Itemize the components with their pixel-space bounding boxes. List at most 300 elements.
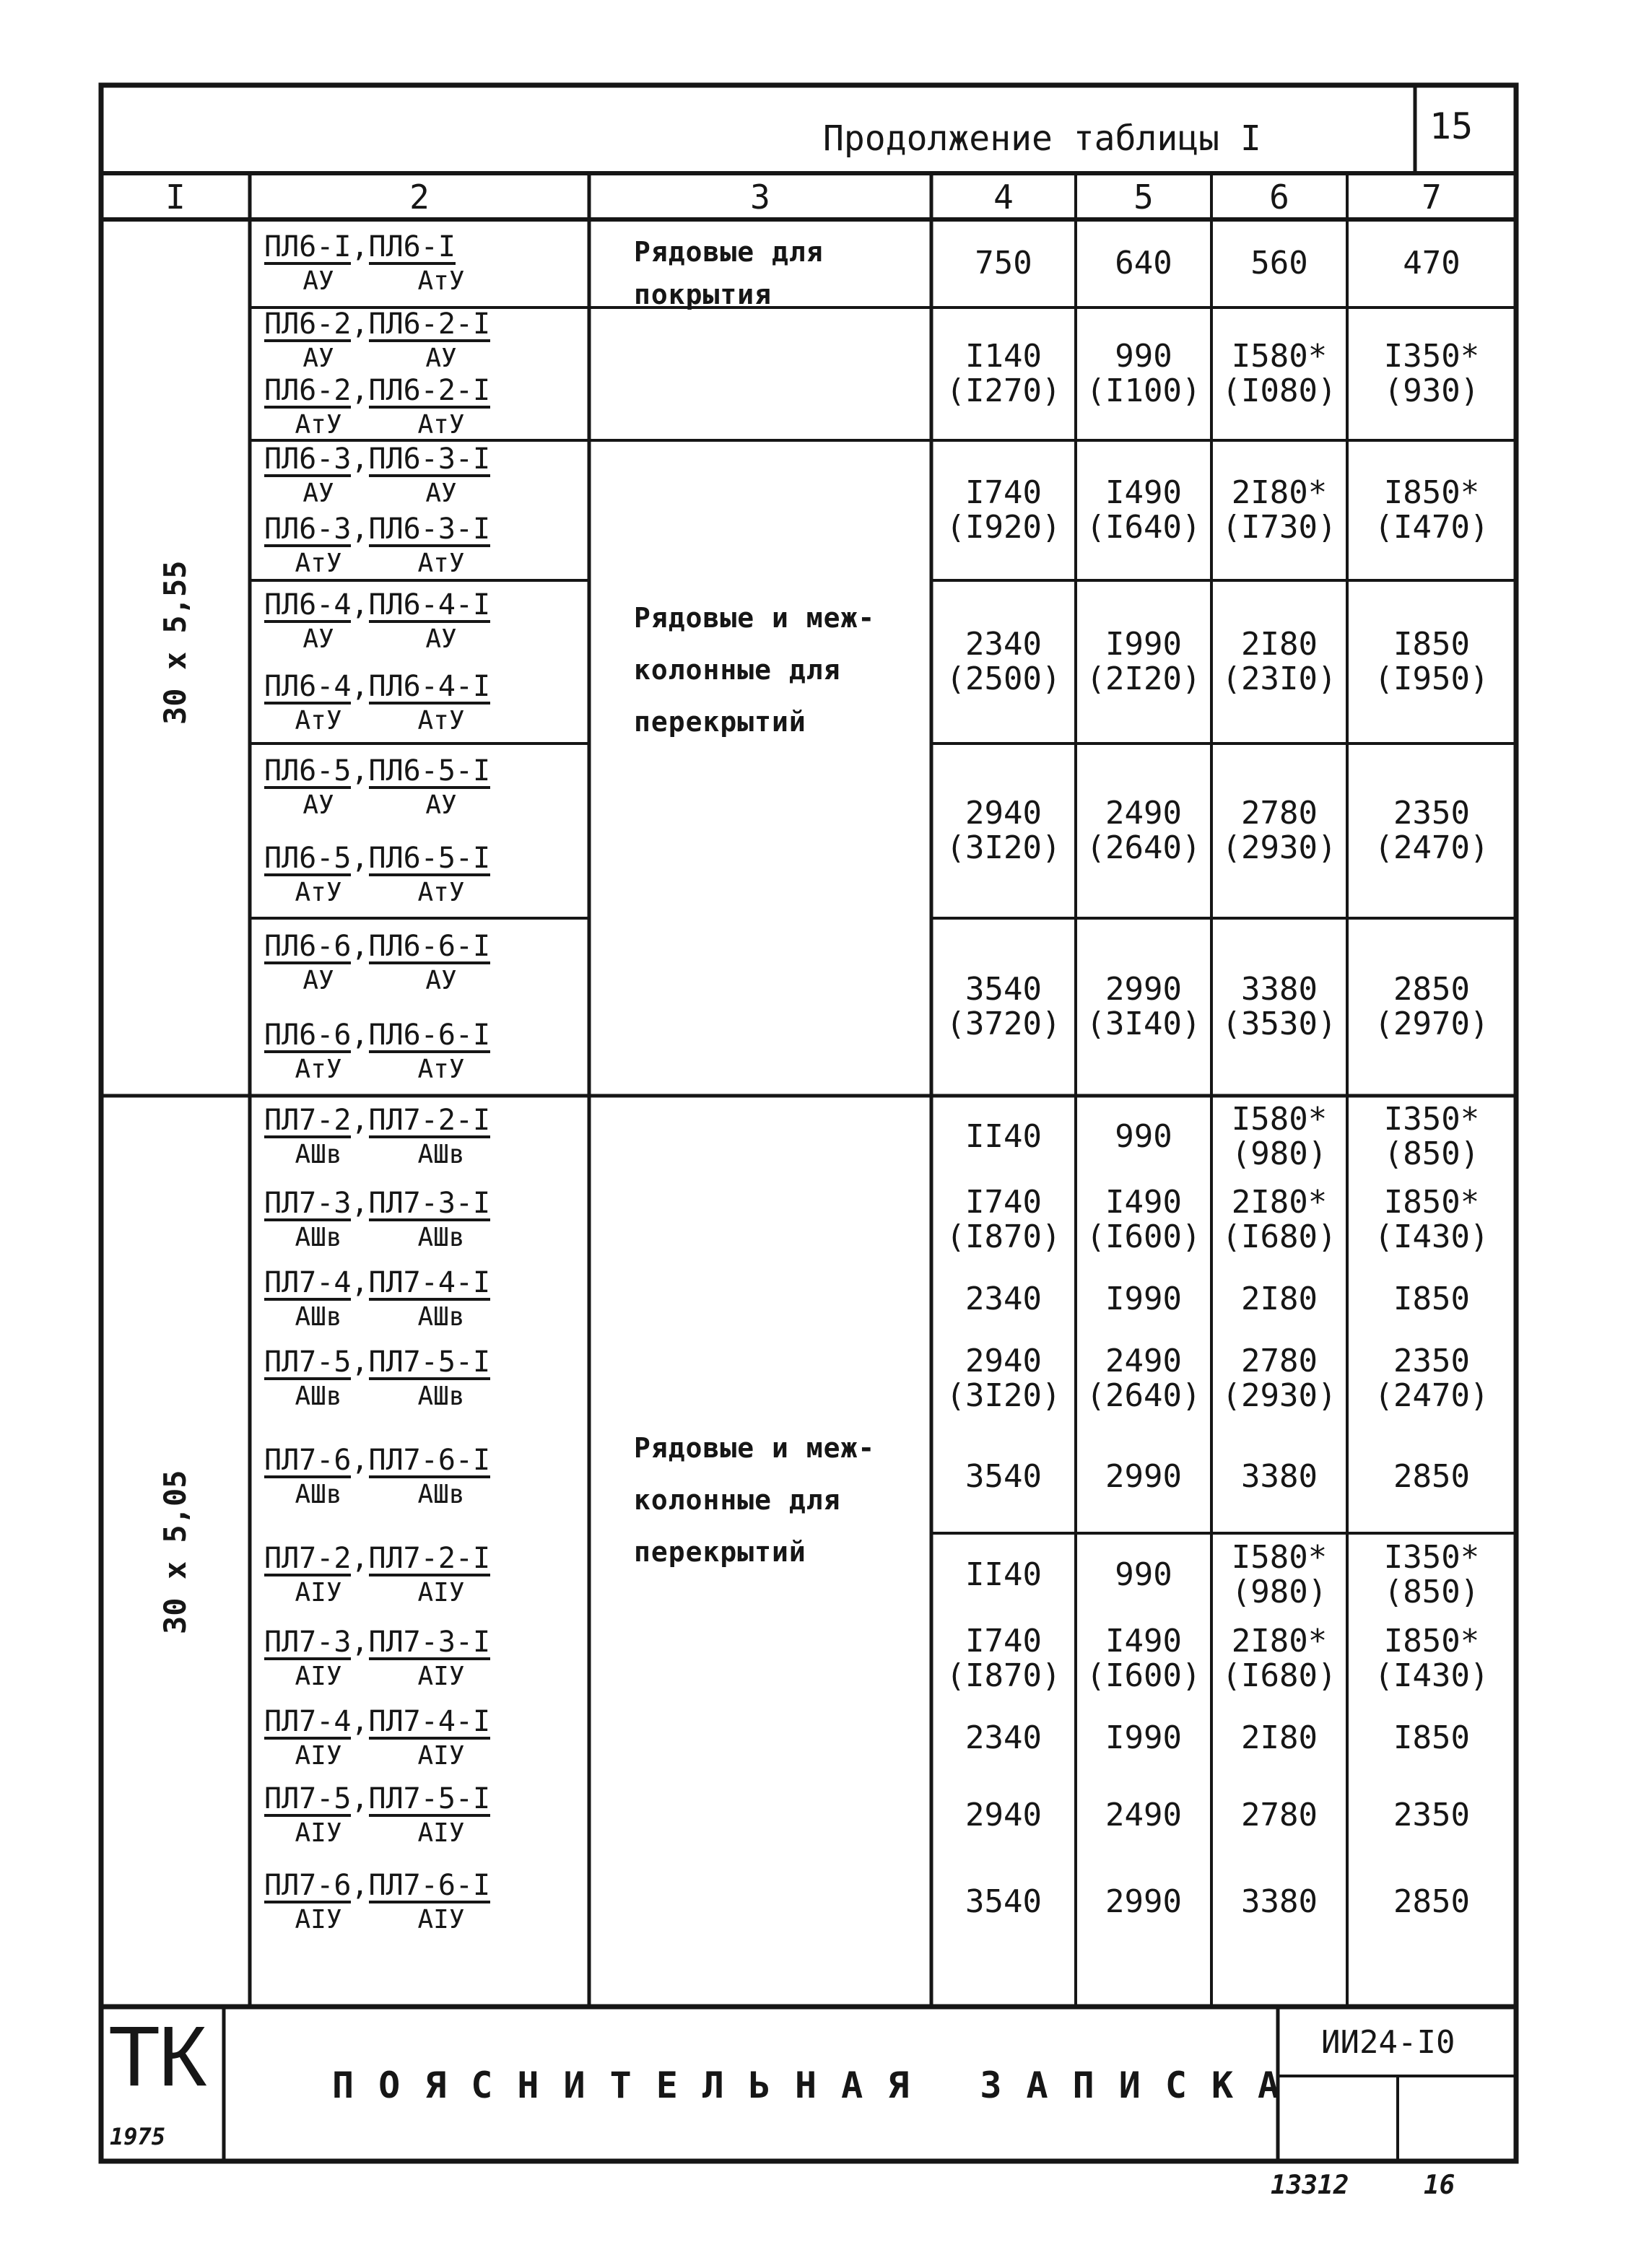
value-line: 2940 xyxy=(965,1797,1042,1833)
value-line: (2970) xyxy=(1374,1006,1489,1043)
mark-pair xyxy=(264,671,510,735)
value-line: I850 xyxy=(1393,1719,1470,1756)
mark-pair xyxy=(264,931,510,995)
value-cell xyxy=(1347,1344,1516,1414)
value-line: 2I80* xyxy=(1231,1623,1328,1659)
value-line: 2340 xyxy=(965,1281,1042,1317)
value-cell xyxy=(1347,1102,1516,1172)
value-line: 2490 xyxy=(1105,795,1182,832)
value-cell xyxy=(1076,1120,1211,1154)
mark-pair xyxy=(264,375,510,439)
value-line: (850) xyxy=(1383,1135,1480,1173)
mark-steel: АтУ xyxy=(417,1054,465,1084)
mark-pair xyxy=(264,1543,510,1607)
value-line: (I600) xyxy=(1086,1218,1201,1256)
value-line: 750 xyxy=(975,245,1032,282)
mark-code: ПЛ7-2-I xyxy=(368,1104,491,1137)
mark-pair xyxy=(264,1105,510,1169)
desc-roof xyxy=(634,231,824,316)
mark-separator: , xyxy=(351,1542,369,1575)
document-code: ИИ24-I0 xyxy=(1321,2024,1455,2061)
mark-steel: АШв xyxy=(417,1223,465,1252)
value-line: I350* xyxy=(1383,1101,1480,1138)
mark-separator: , xyxy=(351,374,369,407)
mark-sub-line xyxy=(264,1380,510,1410)
mark-steel: АШв xyxy=(417,1302,465,1332)
mark-sub-line xyxy=(264,964,510,995)
value-line: 2I80* xyxy=(1231,1184,1328,1221)
mark-code: ПЛ7-4-I xyxy=(368,1705,491,1738)
mark-separator: , xyxy=(351,512,369,546)
value-line: 2780 xyxy=(1241,1343,1318,1379)
mark-steel: АУ xyxy=(425,624,457,654)
value-line: (3I40) xyxy=(1086,1006,1201,1043)
value-line: 2940 xyxy=(965,1343,1042,1379)
value-line: I580* xyxy=(1231,1101,1328,1138)
mark-pair xyxy=(264,232,510,295)
mark-pair xyxy=(264,444,510,507)
value-line: (850) xyxy=(1383,1574,1480,1611)
mark-separator: , xyxy=(351,442,369,476)
value-cell xyxy=(1211,339,1347,409)
value-line: (I870) xyxy=(946,1218,1061,1256)
mark-code: ПЛ7-2 xyxy=(264,1542,352,1575)
mark-sub-line xyxy=(264,1478,510,1509)
value-line: (930) xyxy=(1383,372,1480,410)
value-cell xyxy=(1211,476,1347,546)
value-line: (I270) xyxy=(946,372,1061,410)
value-cell xyxy=(1347,1885,1516,1919)
mark-pair xyxy=(264,514,510,577)
mark-steel: АУ xyxy=(302,624,334,654)
value-cell xyxy=(1076,1798,1211,1833)
value-cell xyxy=(1347,972,1516,1042)
value-line: 2780 xyxy=(1241,1797,1318,1833)
value-line: 3380 xyxy=(1241,1883,1318,1920)
value-cell xyxy=(1211,1344,1347,1414)
value-line: (I100) xyxy=(1086,372,1201,410)
value-line: (I080) xyxy=(1222,372,1337,410)
mark-steel: АIУ xyxy=(295,1578,342,1608)
value-line: (3I20) xyxy=(946,829,1061,867)
value-cell xyxy=(931,627,1076,697)
mark-pair xyxy=(264,1784,510,1847)
mark-code: ПЛ6-6 xyxy=(264,1018,352,1052)
mark-code: ПЛ6-2 xyxy=(264,308,352,341)
mark-steel: АШв xyxy=(295,1223,342,1252)
mark-code: ПЛ7-6-I xyxy=(368,1444,491,1477)
mark-line xyxy=(264,756,510,789)
value-cell xyxy=(1211,1102,1347,1172)
value-line: (3720) xyxy=(946,1006,1061,1043)
value-cell xyxy=(931,1120,1076,1154)
mark-separator: , xyxy=(351,230,369,263)
mark-pair xyxy=(264,756,510,819)
value-cell xyxy=(931,972,1076,1042)
value-cell xyxy=(931,476,1076,546)
value-line: I850* xyxy=(1383,1184,1480,1221)
mark-separator: , xyxy=(351,1018,369,1052)
mark-separator: , xyxy=(351,1782,369,1815)
mark-separator: , xyxy=(351,1266,369,1299)
value-line: 2350 xyxy=(1393,795,1470,832)
value-cell xyxy=(931,1721,1076,1755)
value-cell xyxy=(931,1885,1076,1919)
mark-separator: , xyxy=(351,929,369,963)
value-line: (I600) xyxy=(1086,1657,1201,1695)
value-cell xyxy=(1076,1558,1211,1592)
value-line: I350* xyxy=(1383,1539,1480,1576)
mark-code: ПЛ6-3 xyxy=(264,512,352,546)
mark-sub-line xyxy=(264,1576,510,1607)
desc-roof-line-1: Рядовые для xyxy=(634,236,824,268)
value-cell xyxy=(931,1344,1076,1414)
value-line: (2930) xyxy=(1222,1377,1337,1415)
column-header-6: 6 xyxy=(1269,178,1289,217)
mark-steel: АШв xyxy=(295,1480,342,1509)
mark-pair xyxy=(264,1188,510,1252)
mark-code: ПЛ7-5 xyxy=(264,1345,352,1379)
column-header-4: 4 xyxy=(993,178,1014,217)
value-cell xyxy=(931,339,1076,409)
mark-code: ПЛ6-5-I xyxy=(368,841,491,875)
value-line: (I680) xyxy=(1222,1218,1337,1256)
mark-pair xyxy=(264,309,510,372)
mark-line xyxy=(264,590,510,623)
mark-steel: АтУ xyxy=(295,877,342,907)
mark-code: ПЛ6-I xyxy=(368,230,456,263)
mark-code: ПЛ6-4 xyxy=(264,588,352,621)
value-line: (980) xyxy=(1231,1135,1328,1173)
value-line: II40 xyxy=(965,1118,1042,1155)
value-cell xyxy=(1347,1460,1516,1494)
value-cell xyxy=(931,1798,1076,1833)
mark-sub-line xyxy=(264,623,510,653)
value-line: 3380 xyxy=(1241,971,1318,1008)
mark-code: ПЛ6-4-I xyxy=(368,669,491,703)
column-header-7: 7 xyxy=(1422,178,1442,217)
mark-sub-line xyxy=(264,789,510,819)
mark-code: ПЛ7-2 xyxy=(264,1104,352,1137)
mark-steel: АтУ xyxy=(417,266,465,296)
value-line: 560 xyxy=(1250,245,1308,282)
mark-separator: , xyxy=(351,1626,369,1659)
desc-floor-2-line-2: колонные для xyxy=(634,1484,841,1517)
mark-code: ПЛ7-3-I xyxy=(368,1187,491,1220)
mark-pair xyxy=(264,1627,510,1691)
column-header-2: 2 xyxy=(409,178,430,217)
value-cell xyxy=(1211,796,1347,866)
value-cell xyxy=(1347,1721,1516,1755)
value-cell xyxy=(931,1624,1076,1694)
mark-line xyxy=(264,444,510,477)
mark-line xyxy=(264,1445,510,1478)
mark-sub-line xyxy=(264,1740,510,1770)
value-line: (I640) xyxy=(1086,509,1201,546)
value-line: (2930) xyxy=(1222,829,1337,867)
mark-steel: АIУ xyxy=(295,1741,342,1771)
mark-steel: АIУ xyxy=(417,1818,465,1848)
value-line: (I680) xyxy=(1222,1657,1337,1695)
handwritten-page: 16 xyxy=(1424,2171,1455,2200)
value-cell xyxy=(1347,476,1516,546)
value-line: I580* xyxy=(1231,338,1328,375)
mark-code: ПЛ6-3-I xyxy=(368,512,491,546)
value-line: 990 xyxy=(1115,1556,1172,1593)
mark-line xyxy=(264,514,510,547)
mark-line xyxy=(264,671,510,705)
value-line: 3540 xyxy=(965,971,1042,1008)
value-line: (2I20) xyxy=(1086,660,1201,698)
document-title: ПОЯСНИТЕЛЬНАЯ ЗАПИСКА xyxy=(332,2064,1305,2106)
mark-code: ПЛ6-3 xyxy=(264,442,352,476)
column-header-5: 5 xyxy=(1133,178,1154,217)
value-line: I740 xyxy=(965,1623,1042,1659)
value-line: I990 xyxy=(1105,626,1182,663)
group-label-1: 30 х 5,55 xyxy=(157,560,193,725)
mark-steel: АтУ xyxy=(417,410,465,440)
mark-line xyxy=(264,1870,510,1903)
mark-steel: АIУ xyxy=(417,1905,465,1935)
mark-code: ПЛ6-3-I xyxy=(368,442,491,476)
mark-steel: АтУ xyxy=(417,705,465,736)
value-line: 3540 xyxy=(965,1883,1042,1920)
value-cell xyxy=(1076,627,1211,697)
mark-code: ПЛ6-5 xyxy=(264,841,352,875)
desc-floor-1-line-1: Рядовые и меж- xyxy=(634,602,876,634)
value-line: II40 xyxy=(965,1556,1042,1593)
value-line: (2640) xyxy=(1086,829,1201,867)
mark-steel: АУ xyxy=(302,344,334,373)
mark-code: ПЛ6-5 xyxy=(264,754,352,788)
value-cell xyxy=(931,1282,1076,1317)
tk-logo: ТК xyxy=(108,2009,204,2104)
mark-sub-line xyxy=(264,1660,510,1691)
value-cell xyxy=(1347,1624,1516,1694)
mark-code: ПЛ7-3 xyxy=(264,1187,352,1220)
mark-code: ПЛ6-2 xyxy=(264,374,352,407)
mark-steel: АтУ xyxy=(295,1054,342,1084)
value-line: I740 xyxy=(965,474,1042,511)
mark-steel: АУ xyxy=(425,478,457,508)
mark-pair xyxy=(264,1706,510,1770)
value-line: (2500) xyxy=(946,660,1061,698)
mark-steel: АШв xyxy=(417,1480,465,1509)
mark-steel: АIУ xyxy=(417,1578,465,1608)
mark-separator: , xyxy=(351,1104,369,1137)
value-line: (23I0) xyxy=(1222,660,1337,698)
mark-separator: , xyxy=(351,669,369,703)
desc-floor-2-line-1: Рядовые и меж- xyxy=(634,1432,876,1464)
value-line: 2940 xyxy=(965,795,1042,832)
value-cell xyxy=(1347,1798,1516,1833)
mark-steel: АУ xyxy=(425,344,457,373)
mark-separator: , xyxy=(351,308,369,341)
value-line: 2990 xyxy=(1105,1458,1182,1495)
desc-floor-1 xyxy=(634,592,875,749)
mark-separator: , xyxy=(351,1345,369,1379)
mark-separator: , xyxy=(351,1869,369,1902)
value-cell xyxy=(1076,1344,1211,1414)
value-cell xyxy=(931,1460,1076,1494)
value-cell xyxy=(1076,796,1211,866)
value-cell xyxy=(931,246,1076,281)
mark-sub-line xyxy=(264,409,510,439)
value-cell xyxy=(1211,1798,1347,1833)
value-cell xyxy=(931,796,1076,866)
value-cell xyxy=(1347,627,1516,697)
value-cell xyxy=(1076,972,1211,1042)
value-line: I850 xyxy=(1393,626,1470,663)
mark-code: ПЛ6-2-I xyxy=(368,308,491,341)
value-cell xyxy=(1076,476,1211,546)
mark-sub-line xyxy=(264,1903,510,1934)
mark-pair xyxy=(264,1870,510,1934)
value-cell xyxy=(1211,1540,1347,1610)
value-line: 2340 xyxy=(965,626,1042,663)
value-cell xyxy=(1076,1282,1211,1317)
mark-steel: АIУ xyxy=(295,1905,342,1935)
value-line: I850 xyxy=(1393,1281,1470,1317)
mark-steel: АШв xyxy=(417,1382,465,1411)
desc-floor-1-line-2: колонные для xyxy=(634,654,841,686)
mark-code: ПЛ7-5 xyxy=(264,1782,352,1815)
mark-steel: АШв xyxy=(295,1140,342,1169)
value-line: 2850 xyxy=(1393,1883,1470,1920)
desc-floor-2-line-3: перекрытий xyxy=(634,1536,806,1569)
value-line: (2470) xyxy=(1374,829,1489,867)
mark-line xyxy=(264,843,510,876)
mark-sub-line xyxy=(264,1221,510,1252)
mark-code: ПЛ7-4 xyxy=(264,1266,352,1299)
group-label-2: 30 х 5,05 xyxy=(157,1470,193,1634)
value-line: (I730) xyxy=(1222,509,1337,546)
mark-steel: АIУ xyxy=(295,1662,342,1691)
mark-steel: АIУ xyxy=(417,1662,465,1691)
value-cell xyxy=(931,1558,1076,1592)
value-line: I850* xyxy=(1383,1623,1480,1659)
value-line: I990 xyxy=(1105,1281,1182,1317)
value-cell xyxy=(1076,1624,1211,1694)
mark-sub-line xyxy=(264,1817,510,1847)
mark-separator: , xyxy=(351,841,369,875)
value-line: 2I80 xyxy=(1241,1281,1318,1317)
mark-pair xyxy=(264,1347,510,1410)
mark-pair xyxy=(264,843,510,907)
value-line: 2350 xyxy=(1393,1343,1470,1379)
mark-separator: , xyxy=(351,1705,369,1738)
value-line: (I430) xyxy=(1374,1657,1489,1695)
mark-line xyxy=(264,1627,510,1660)
value-cell xyxy=(1211,627,1347,697)
mark-steel: АIУ xyxy=(417,1741,465,1771)
value-line: 2340 xyxy=(965,1719,1042,1756)
mark-code: ПЛ6-5-I xyxy=(368,754,491,788)
mark-steel: АУ xyxy=(425,965,457,995)
value-cell xyxy=(1076,339,1211,409)
value-line: 2490 xyxy=(1105,1797,1182,1833)
value-cell xyxy=(1347,796,1516,866)
mark-line xyxy=(264,1543,510,1576)
mark-steel: АIУ xyxy=(295,1818,342,1848)
value-cell xyxy=(1211,1460,1347,1494)
value-line: 990 xyxy=(1115,1118,1172,1155)
handwritten-number: 13312 xyxy=(1271,2171,1349,2200)
mark-steel: АтУ xyxy=(295,548,342,578)
mark-code: ПЛ7-5-I xyxy=(368,1782,491,1815)
value-line: 2I80* xyxy=(1231,474,1328,511)
value-line: 2990 xyxy=(1105,971,1182,1008)
logo-year: 1975 xyxy=(110,2123,166,2150)
value-line: I850* xyxy=(1383,474,1480,511)
value-line: (I470) xyxy=(1374,509,1489,546)
desc-floor-1-line-3: перекрытий xyxy=(634,706,806,738)
mark-code: ПЛ6-6-I xyxy=(368,1018,491,1052)
mark-steel: АтУ xyxy=(295,705,342,736)
mark-code: ПЛ6-4 xyxy=(264,669,352,703)
mark-steel: АУ xyxy=(302,478,334,508)
mark-sub-line xyxy=(264,547,510,577)
value-line: I490 xyxy=(1105,474,1182,511)
mark-separator: , xyxy=(351,588,369,621)
mark-code: ПЛ7-6 xyxy=(264,1444,352,1477)
value-cell xyxy=(931,1185,1076,1255)
value-line: (3530) xyxy=(1222,1006,1337,1043)
mark-steel: АУ xyxy=(302,790,334,820)
value-line: I490 xyxy=(1105,1623,1182,1659)
mark-pair xyxy=(264,1020,510,1083)
value-cell xyxy=(1347,1282,1516,1317)
mark-steel: АтУ xyxy=(417,877,465,907)
column-header-1: I xyxy=(165,178,186,217)
value-cell xyxy=(1076,1460,1211,1494)
value-cell xyxy=(1211,1185,1347,1255)
mark-code: ПЛ7-6 xyxy=(264,1869,352,1902)
value-line: 990 xyxy=(1115,338,1172,375)
desc-floor-2 xyxy=(634,1422,875,1579)
value-line: (3I20) xyxy=(946,1377,1061,1415)
value-line: (I870) xyxy=(946,1657,1061,1695)
mark-separator: , xyxy=(351,1444,369,1477)
value-line: 470 xyxy=(1403,245,1461,282)
mark-line xyxy=(264,309,510,342)
mark-line xyxy=(264,931,510,964)
mark-code: ПЛ6-2-I xyxy=(368,374,491,407)
value-line: 3380 xyxy=(1241,1458,1318,1495)
column-header-3: 3 xyxy=(750,178,770,217)
mark-line xyxy=(264,1268,510,1301)
value-line: I580* xyxy=(1231,1539,1328,1576)
mark-steel: АУ xyxy=(302,965,334,995)
value-line: I140 xyxy=(965,338,1042,375)
value-cell xyxy=(1211,1721,1347,1755)
mark-line xyxy=(264,1020,510,1053)
value-cell xyxy=(1211,1885,1347,1919)
value-cell xyxy=(1347,1540,1516,1610)
value-cell xyxy=(1076,1185,1211,1255)
mark-steel: АУ xyxy=(302,266,334,296)
desc-roof-line-2: покрытия xyxy=(634,278,772,310)
mark-pair xyxy=(264,590,510,653)
mark-line xyxy=(264,1784,510,1817)
mark-sub-line xyxy=(264,705,510,735)
mark-steel: АУ xyxy=(425,790,457,820)
mark-sub-line xyxy=(264,342,510,372)
mark-line xyxy=(264,1188,510,1221)
value-cell xyxy=(1076,1885,1211,1919)
mark-steel: АШв xyxy=(417,1140,465,1169)
value-line: 2490 xyxy=(1105,1343,1182,1379)
